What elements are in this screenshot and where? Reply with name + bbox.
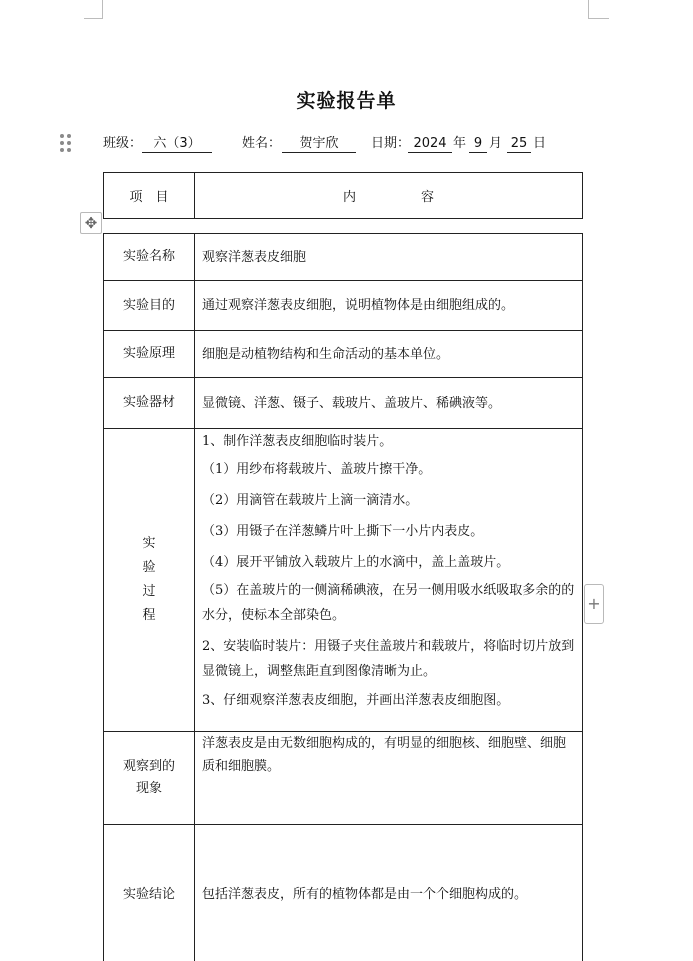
table-row <box>104 429 583 732</box>
date-label: 日期： <box>371 136 411 151</box>
date-year-unit: 年 <box>453 136 467 151</box>
row-content-name[interactable]: 观察洋葱表皮细胞 <box>195 234 583 281</box>
date-year: 2024 <box>408 135 452 153</box>
process-step: 3、仔细观察洋葱表皮细胞，并画出洋葱表皮细胞图。 <box>202 693 510 708</box>
row-content-purpose[interactable]: 通过观察洋葱表皮细胞，说明植物体是由细胞组成的。 <box>195 281 583 331</box>
plus-icon[interactable]: + <box>584 584 604 624</box>
observation-label-line: 现象 <box>135 781 162 796</box>
table-row <box>104 825 583 961</box>
row-label-name: 实验名称 <box>104 234 195 281</box>
table-row <box>104 378 583 429</box>
page-corner-mark-left <box>84 0 103 19</box>
process-step: （4）展开平铺放入载玻片上的水滴中，盖上盖玻片。 <box>202 555 510 570</box>
process-label-char: 实 <box>142 536 156 551</box>
row-content-conclusion[interactable]: 包括洋葱表皮，所有的植物体都是由一个个细胞构成的。 <box>195 825 583 961</box>
process-step: （5）在盖玻片的一侧滴稀碘液，在另一侧用吸水纸吸取多余的的水分，使标本全部染色。 <box>202 583 575 623</box>
move-icon[interactable]: ✥ <box>80 212 102 234</box>
class-value: 六（3） <box>142 135 212 153</box>
name-label: 姓名： <box>242 136 282 151</box>
row-label-conclusion: 实验结论 <box>104 825 195 961</box>
process-step: （1）用纱布将载玻片、盖玻片擦干净。 <box>202 462 432 477</box>
report-table <box>103 233 583 961</box>
date-month-unit: 月 <box>489 136 503 151</box>
row-label-materials: 实验器材 <box>104 378 195 429</box>
table-row <box>104 281 583 331</box>
row-content-principle[interactable]: 细胞是动植物结构和生命活动的基本单位。 <box>195 331 583 378</box>
process-label-char: 程 <box>142 608 156 623</box>
drag-handle-icon[interactable] <box>60 134 72 154</box>
row-label-principle: 实验原理 <box>104 331 195 378</box>
process-step: （2）用滴管在载玻片上滴一滴清水。 <box>202 493 419 508</box>
row-label-purpose: 实验目的 <box>104 281 195 331</box>
row-content-materials[interactable]: 显微镜、洋葱、镊子、载玻片、盖玻片、稀碘液等。 <box>195 378 583 429</box>
header-content: 内 容 <box>195 173 583 219</box>
date-day: 25 <box>507 135 531 153</box>
class-label: 班级： <box>103 136 143 151</box>
date-month: 9 <box>469 135 487 153</box>
observation-label-line: 观察到的 <box>122 759 175 774</box>
row-label-observation <box>104 732 195 825</box>
table-row <box>104 732 583 825</box>
header-row <box>104 173 583 219</box>
table-row <box>104 234 583 281</box>
process-step: 2、安装临时装片：用镊子夹住盖玻片和载玻片，将临时切片放到显微镜上，调整焦距直到图像清晰为止。 <box>202 639 575 679</box>
row-content-process[interactable] <box>195 429 583 732</box>
process-label-char: 过 <box>142 584 156 599</box>
header-item: 项 目 <box>104 173 195 219</box>
row-content-observation[interactable]: 洋葱表皮是由无数细胞构成的，有明显的细胞核、细胞壁、细胞质和细胞膜。 <box>195 732 583 825</box>
process-step: 1、制作洋葱表皮细胞临时装片。 <box>202 434 393 449</box>
table-row <box>104 331 583 378</box>
process-label-char: 验 <box>142 560 156 575</box>
process-step: （3）用镊子在洋葱鳞片叶上撕下一小片内表皮。 <box>202 524 484 539</box>
header-table <box>103 172 583 219</box>
name-value: 贺宇欣 <box>282 135 356 153</box>
page-corner-mark-right <box>588 0 609 19</box>
row-label-process <box>104 429 195 732</box>
page-title: 实验报告单 <box>296 90 397 112</box>
date-day-unit: 日 <box>533 136 547 151</box>
